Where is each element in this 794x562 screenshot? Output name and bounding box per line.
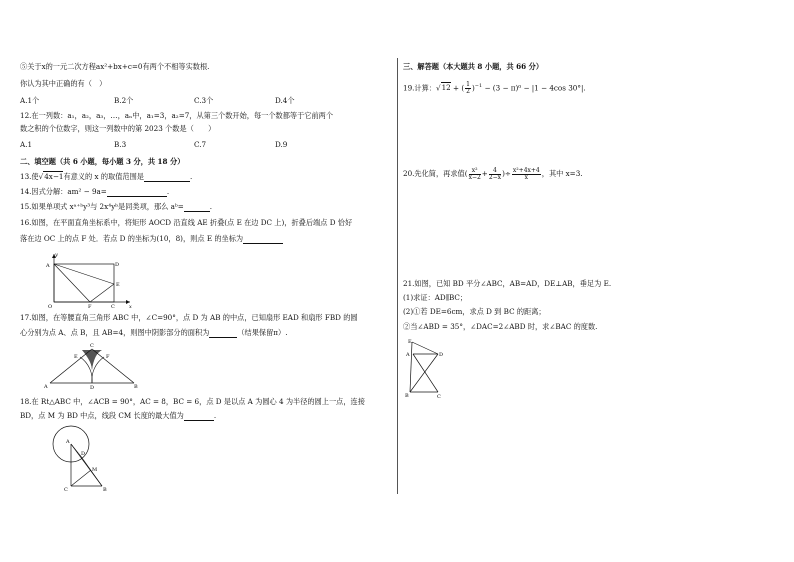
q17-label-f: F (106, 354, 110, 360)
q11-option-c: C.3个 (194, 96, 214, 105)
q20-fraction-3 (512, 168, 541, 181)
q21-label-e: E (408, 339, 412, 345)
q21-line3: (2)①若 DE=6cm，求点 D 到 BC 的距离； (403, 307, 546, 316)
q19-radicand: 12 (441, 83, 451, 93)
q20-f2-den: 2−x (488, 173, 502, 181)
q19-frac-den: 2 (466, 87, 470, 95)
q21-label-c: C (437, 394, 441, 400)
q18-answer-blank[interactable] (184, 411, 217, 421)
q18-label-c: C (64, 487, 68, 493)
q16-label-o: O (48, 304, 53, 310)
section2-title: 二、填空题（共 6 小题，每小题 3 分，共 18 分） (20, 157, 185, 166)
q18-label-m: M (92, 467, 98, 473)
q21-line1: 21.如图，已知 BD 平分∠ABC，AB=AD，DE⊥AB，垂足为 E. (403, 279, 612, 288)
q17-label-c: C (90, 343, 94, 349)
q21-line2: (1)求证：AD∥BC； (403, 293, 468, 302)
q12-option-c: C.7 (194, 140, 207, 149)
q13-text (20, 172, 192, 182)
q18-line1: 18.在 Rt△ABC 中，∠ACB = 90°，AC = 8，BC = 6，点 D 是以点 A 为圆心 4 为半径的圆上一点，连接 (20, 397, 365, 406)
q15-answer-blank[interactable] (184, 202, 213, 212)
sqrt-symbol: √ (436, 83, 441, 93)
q20-pre: 20.先化简，再求值( (403, 169, 468, 178)
q21-label-a: A (406, 352, 410, 358)
q16-label-x: x (129, 304, 132, 310)
q15-end: . (209, 202, 213, 211)
q16-label-y: y (55, 252, 58, 258)
q16-line2 (20, 234, 283, 244)
q20-f3-num: x²+4x+4 (512, 166, 540, 174)
q14-answer-blank[interactable] (107, 187, 170, 197)
q18-label-a: A (66, 439, 70, 445)
q17-line2 (20, 328, 287, 338)
q16-label-f: F (88, 304, 92, 310)
q11-option-a: A.1个 (20, 96, 40, 105)
q19-text: 19.计算：√12 + ( $\frac{1}{2}$ )$^{-1}$ − (3 − π)⁰ − |1 − 4cos 30°|. (403, 80, 586, 95)
q21-label-d: D (439, 352, 444, 358)
q17-line1: 17.如图，在等腰直角三角形 ABC 中，∠C=90°，点 D 为 AB 的中点，已知扇形 EAD 和扇形 FBD 的圆 (20, 313, 358, 322)
q19-fraction (465, 82, 471, 95)
q20-f2-num: 4 (489, 168, 501, 175)
q18-figure (46, 424, 116, 496)
q13-pre: 13.使 (20, 172, 39, 181)
q19-pre: 19.计算： (403, 83, 436, 93)
q18-line2 (20, 411, 216, 421)
q17-line2-text: 心分别为点 A、点 B，且 AB=4，则图中阴影部分的面积为 (20, 328, 210, 337)
q18-end: . (213, 411, 217, 420)
q15-text (20, 202, 212, 212)
q18-label-b: B (103, 487, 107, 493)
q11-item5: ⑤关于x的一元二次方程ax²+bx+c=0有两个不相等实数根. (20, 62, 210, 71)
q17-label-e: E (74, 354, 78, 360)
q17-end: （结果保留π）. (237, 328, 288, 337)
q20-f1-den: x−2 (468, 173, 481, 181)
q13-radicand: 4x−1 (44, 172, 64, 181)
q17-answer-blank[interactable] (209, 328, 237, 338)
q13-end: . (189, 172, 193, 181)
q20-post: ，其中 x=3. (541, 169, 583, 178)
q13-post: 有意义的 x 的取值范围是 (63, 172, 144, 181)
q19-rest: − (3 − π)⁰ − |1 − 4cos 30°|. (484, 83, 586, 93)
q11-prompt: 你认为其中正确的有（ ） (20, 79, 107, 88)
q14-prompt: 14.因式分解：am² − 9a= (20, 187, 107, 196)
q19-frac-num: 1 (466, 80, 470, 88)
q17-label-a: A (44, 384, 48, 390)
q12-option-d: D.9 (275, 140, 288, 149)
q16-line2-text: 落在边 OC 上的点 F 处．若点 D 的坐标为(10，8)，则点 E 的坐标为 (20, 234, 244, 243)
q20-text: 20.先化简，再求值( $\frac{\text{x²}}{x-2}$ + $\frac{4}{2-x}$ )÷ $\frac{\text{x²+4x+4}}{x}$ ，其中 x=3. (403, 166, 583, 181)
q18-label-d: D (81, 451, 86, 457)
q20-fraction-2 (489, 168, 501, 181)
q15-prompt: 15.如果单项式 xᵃ⁺ᵇy³与 2x⁴yᵇ是同类项，那么 aᵇ= (20, 202, 184, 211)
q21-label-b: B (405, 393, 409, 399)
q11-option-b: B.2个 (114, 96, 134, 105)
q12-option-b: B.3 (114, 140, 127, 149)
q17-figure (44, 340, 140, 390)
q17-label-b: B (134, 384, 138, 390)
q20-f3-den: x (524, 173, 529, 181)
q14-text (20, 187, 169, 197)
q19-exponent: −1 (474, 83, 483, 89)
q12-line1: 12.在一列数：a₁，a₂，a₃，…，aₙ中，a₁=3，a₂=7，从第三个数开始，每一个数都等于它前两个 (20, 111, 334, 120)
q16-label-d: D (115, 262, 120, 268)
q20-f1-num: x² (469, 168, 481, 175)
q20-mid: )÷ (502, 169, 511, 178)
q16-answer-blank[interactable] (243, 234, 283, 244)
column-divider (397, 58, 398, 494)
q13-answer-blank[interactable] (144, 172, 193, 182)
q17-label-d: D (90, 385, 95, 391)
sqrt-symbol: √ (38, 172, 44, 181)
q21-line4: ②当∠ABD = 35°，∠DAC=2∠ABD 时，求∠BAC 的度数. (403, 322, 598, 331)
q20-fraction-1 (469, 168, 481, 181)
q16-line1: 16.如图，在平面直角坐标系中，将矩形 AOCD 沿直线 AE 折叠(点 E 在边 DC 上)，折叠后端点 D 恰好 (20, 218, 353, 227)
q16-label-a: A (46, 263, 50, 269)
q16-figure (40, 250, 140, 310)
q18-line2-text: BD，点 M 为 BD 中点，线段 CM 长度的最大值为 (20, 411, 184, 420)
q16-label-c: C (111, 304, 115, 310)
q14-end: . (166, 187, 170, 196)
q12-line2: 数之积的个位数字，则这一列数中的第 2023 个数是（ ） (20, 124, 216, 133)
q16-label-e: E (116, 282, 120, 288)
q12-option-a: A.1 (20, 140, 33, 149)
section3-title: 三、解答题（本大题共 8 小题，共 66 分） (403, 62, 544, 71)
q21-figure (400, 336, 450, 400)
q11-option-d: D.4个 (275, 96, 295, 105)
